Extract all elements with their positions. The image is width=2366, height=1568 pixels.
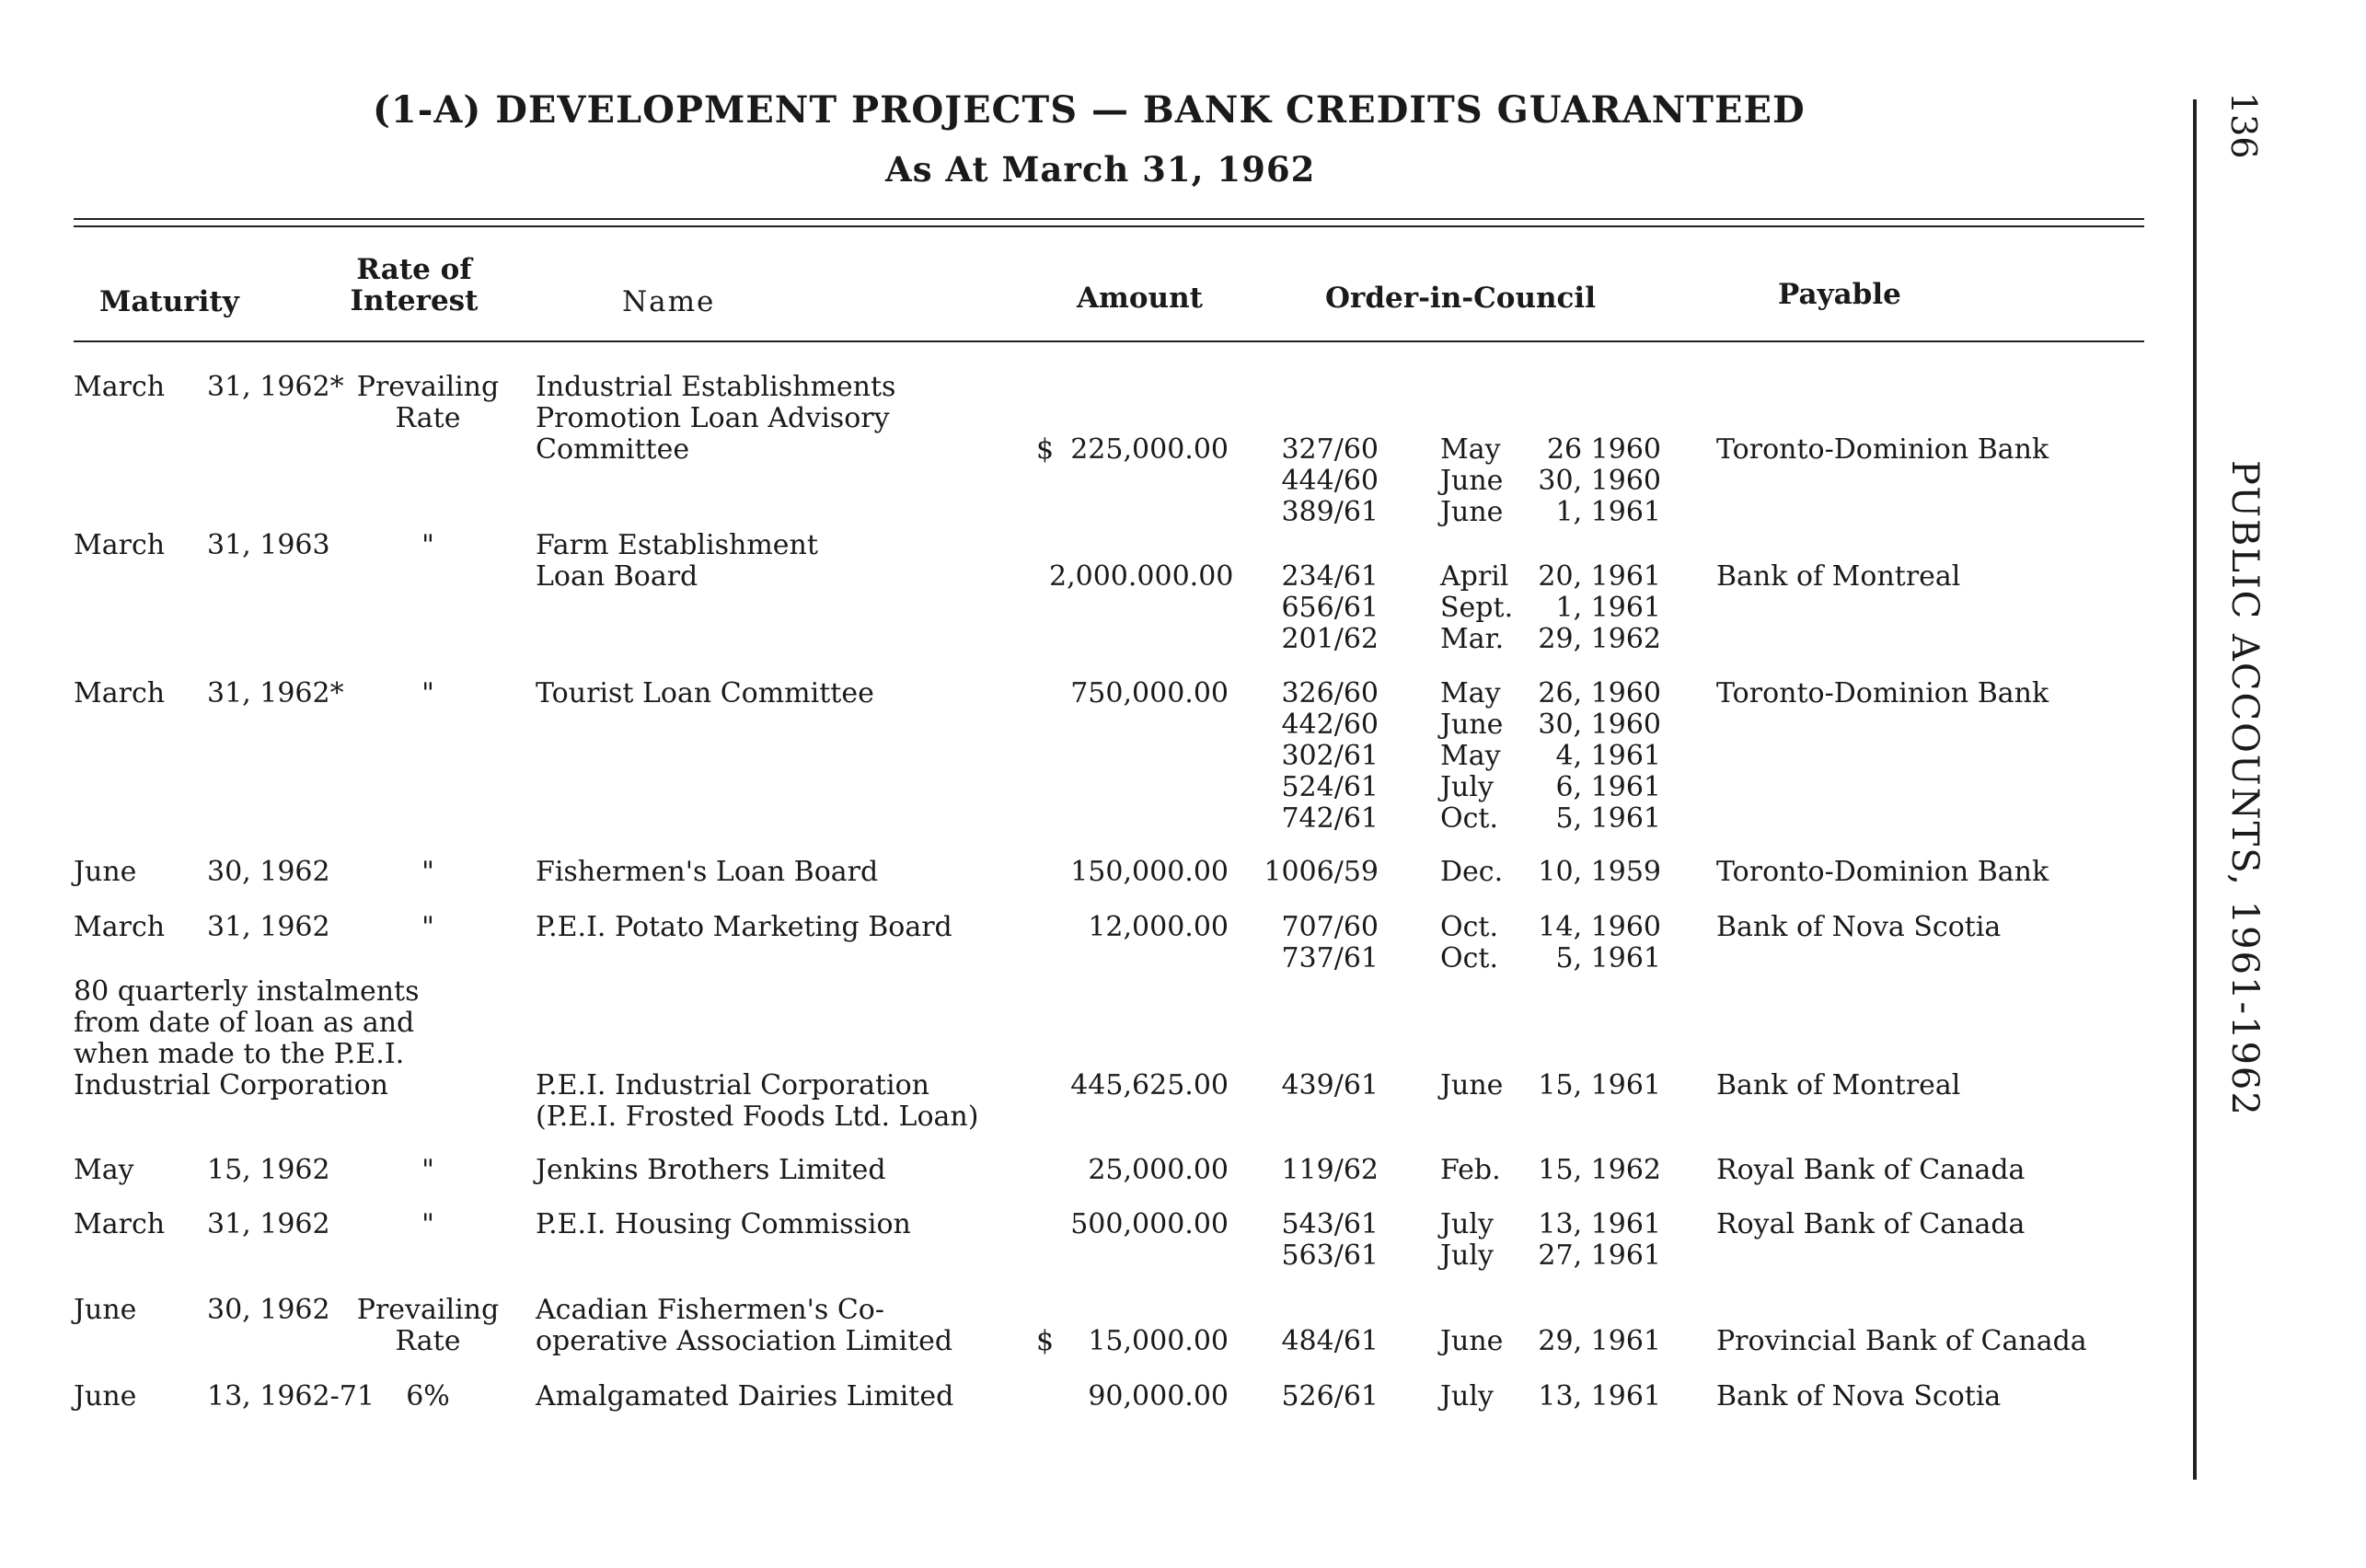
- maturity-date: 31, 1962: [207, 1208, 330, 1240]
- borrower-name-line: Acadian Fishermen's Co-: [536, 1294, 884, 1326]
- header-rule-bottom: [74, 340, 2144, 342]
- interest-rate: Prevailing: [356, 1294, 500, 1326]
- maturity-month: June: [74, 856, 137, 888]
- borrower-name-line: operative Association Limited: [536, 1325, 953, 1357]
- order-number: 119/62: [1281, 1154, 1379, 1186]
- amount-value: 500,000.00: [1070, 1208, 1229, 1240]
- column-header-rate-line1: Rate of: [356, 253, 472, 286]
- order-date: 13, 1961: [1538, 1380, 1661, 1412]
- borrower-name-line: Farm Establishment: [536, 529, 818, 561]
- order-month: July: [1440, 1380, 1494, 1412]
- interest-rate: ": [421, 856, 434, 888]
- order-month: Oct.: [1440, 911, 1498, 943]
- order-date: 27, 1961: [1538, 1239, 1661, 1272]
- order-number: 543/61: [1281, 1208, 1379, 1240]
- order-date: 29, 1962: [1538, 623, 1661, 655]
- maturity-month: March: [74, 1208, 166, 1240]
- order-number: 526/61: [1281, 1380, 1379, 1412]
- order-month: June: [1440, 1325, 1504, 1357]
- borrower-name-line: Fishermen's Loan Board: [536, 856, 879, 888]
- column-header-name: Name: [622, 285, 716, 318]
- page-number: 136: [2223, 92, 2264, 159]
- order-number: 442/60: [1281, 709, 1379, 741]
- order-month: July: [1440, 771, 1494, 803]
- order-date: 10, 1959: [1538, 856, 1661, 888]
- order-month: July: [1440, 1208, 1494, 1240]
- interest-rate: ": [421, 529, 434, 561]
- maturity-note-line: Industrial Corporation: [74, 1069, 388, 1101]
- payable-bank: Royal Bank of Canada: [1716, 1154, 2026, 1186]
- borrower-name-line: (P.E.I. Frosted Foods Ltd. Loan): [536, 1101, 979, 1133]
- borrower-name-line: Loan Board: [536, 560, 698, 593]
- order-date: 26 1960: [1546, 433, 1661, 466]
- currency-symbol: $: [1036, 1325, 1055, 1357]
- order-date: 30, 1960: [1538, 465, 1661, 497]
- order-number: 444/60: [1281, 465, 1379, 497]
- borrower-name-line: P.E.I. Housing Commission: [536, 1208, 911, 1240]
- order-date: 20, 1961: [1538, 560, 1661, 593]
- borrower-name-line: P.E.I. Industrial Corporation: [536, 1069, 929, 1101]
- order-number: 201/62: [1281, 623, 1379, 655]
- order-number: 484/61: [1281, 1325, 1379, 1357]
- page-title: (1-A) DEVELOPMENT PROJECTS — BANK CREDITS GUARANTEED: [373, 88, 1806, 132]
- column-header-maturity: Maturity: [99, 285, 239, 318]
- order-number: 1006/59: [1264, 856, 1379, 888]
- order-month: April: [1440, 560, 1509, 593]
- order-date: 29, 1961: [1538, 1325, 1661, 1357]
- order-number: 326/60: [1281, 677, 1379, 709]
- order-number: 302/61: [1281, 740, 1379, 772]
- borrower-name-line: Industrial Establishments: [536, 371, 896, 403]
- order-month: Sept.: [1440, 592, 1514, 624]
- borrower-name-line: Committee: [536, 433, 690, 466]
- borrower-name-line: Tourist Loan Committee: [536, 677, 874, 709]
- running-title: PUBLIC ACCOUNTS, 1961-1962: [2223, 460, 2266, 1117]
- page-subtitle: As At March 31, 1962: [885, 149, 1316, 190]
- order-date: 14, 1960: [1538, 911, 1661, 943]
- amount-value: 225,000.00: [1070, 433, 1229, 466]
- column-header-order-in-council: Order-in-Council: [1325, 282, 1596, 315]
- header-rule-top-2: [74, 225, 2144, 227]
- payable-bank: Bank of Montreal: [1716, 1069, 1961, 1101]
- payable-bank: Toronto-Dominion Bank: [1716, 856, 2049, 888]
- order-date: 15, 1961: [1538, 1069, 1661, 1101]
- interest-rate: Prevailing: [356, 371, 500, 403]
- interest-rate: Rate: [395, 1325, 461, 1357]
- maturity-date: 31, 1962*: [207, 371, 344, 403]
- order-month: May: [1440, 433, 1501, 466]
- maturity-month: June: [74, 1380, 137, 1412]
- order-number: 737/61: [1281, 942, 1379, 974]
- amount-value: 15,000.00: [1088, 1325, 1229, 1357]
- amount-value: 445,625.00: [1070, 1069, 1229, 1101]
- order-month: June: [1440, 1069, 1504, 1101]
- order-date: 5, 1961: [1555, 802, 1661, 835]
- order-date: 26, 1960: [1538, 677, 1661, 709]
- column-header-payable: Payable: [1778, 278, 1901, 311]
- order-number: 234/61: [1281, 560, 1379, 593]
- column-header-rate: [340, 254, 488, 317]
- payable-bank: Bank of Montreal: [1716, 560, 1961, 593]
- order-date: 13, 1961: [1538, 1208, 1661, 1240]
- amount-value: 750,000.00: [1070, 677, 1229, 709]
- maturity-date: 13, 1962-71: [207, 1380, 375, 1412]
- order-number: 656/61: [1281, 592, 1379, 624]
- borrower-name-line: Amalgamated Dairies Limited: [536, 1380, 954, 1412]
- order-month: May: [1440, 677, 1501, 709]
- maturity-date: 31, 1962: [207, 911, 330, 943]
- interest-rate: ": [421, 1154, 434, 1186]
- maturity-month: May: [74, 1154, 134, 1186]
- borrower-name-line: Promotion Loan Advisory: [536, 402, 890, 434]
- column-header-amount: Amount: [1077, 282, 1203, 315]
- order-month: Dec.: [1440, 856, 1504, 888]
- header-rule-top-1: [74, 218, 2144, 220]
- maturity-date: 31, 1962*: [207, 677, 344, 709]
- margin-vertical-rule: [2193, 99, 2197, 1480]
- borrower-name-line: P.E.I. Potato Marketing Board: [536, 911, 952, 943]
- order-month: June: [1440, 465, 1504, 497]
- order-date: 15, 1962: [1538, 1154, 1661, 1186]
- interest-rate: ": [421, 911, 434, 943]
- payable-bank: Provincial Bank of Canada: [1716, 1325, 2087, 1357]
- amount-value: 90,000.00: [1088, 1380, 1229, 1412]
- maturity-note-line: 80 quarterly instalments: [74, 975, 420, 1008]
- amount-value: 150,000.00: [1070, 856, 1229, 888]
- order-number: 439/61: [1281, 1069, 1379, 1101]
- order-date: 1, 1961: [1555, 496, 1661, 528]
- maturity-month: June: [74, 1294, 137, 1326]
- order-number: 524/61: [1281, 771, 1379, 803]
- maturity-date: 30, 1962: [207, 856, 330, 888]
- order-number: 327/60: [1281, 433, 1379, 466]
- order-month: Oct.: [1440, 802, 1498, 835]
- maturity-date: 30, 1962: [207, 1294, 330, 1326]
- borrower-name-line: Jenkins Brothers Limited: [536, 1154, 886, 1186]
- currency-symbol: $: [1036, 433, 1055, 466]
- amount-value: 25,000.00: [1088, 1154, 1229, 1186]
- order-month: Feb.: [1440, 1154, 1501, 1186]
- order-date: 6, 1961: [1555, 771, 1661, 803]
- payable-bank: Bank of Nova Scotia: [1716, 911, 2002, 943]
- payable-bank: Toronto-Dominion Bank: [1716, 433, 2049, 466]
- maturity-month: March: [74, 371, 166, 403]
- order-month: Mar.: [1440, 623, 1505, 655]
- maturity-date: 31, 1963: [207, 529, 330, 561]
- maturity-date: 15, 1962: [207, 1154, 330, 1186]
- interest-rate: 6%: [406, 1380, 450, 1412]
- order-date: 1, 1961: [1555, 592, 1661, 624]
- maturity-note-line: when made to the P.E.I.: [74, 1038, 405, 1070]
- interest-rate: Rate: [395, 402, 461, 434]
- maturity-month: March: [74, 677, 166, 709]
- order-month: June: [1440, 709, 1504, 741]
- order-month: Oct.: [1440, 942, 1498, 974]
- amount-value: 2,000.000.00: [1049, 560, 1234, 593]
- maturity-month: March: [74, 911, 166, 943]
- maturity-note-line: from date of loan as and: [74, 1007, 415, 1039]
- order-month: May: [1440, 740, 1501, 772]
- column-header-rate-line2: Interest: [350, 284, 479, 317]
- order-date: 4, 1961: [1555, 740, 1661, 772]
- amount-value: 12,000.00: [1088, 911, 1229, 943]
- order-number: 707/60: [1281, 911, 1379, 943]
- order-date: 30, 1960: [1538, 709, 1661, 741]
- order-number: 563/61: [1281, 1239, 1379, 1272]
- payable-bank: Bank of Nova Scotia: [1716, 1380, 2002, 1412]
- order-number: 389/61: [1281, 496, 1379, 528]
- payable-bank: Toronto-Dominion Bank: [1716, 677, 2049, 709]
- order-date: 5, 1961: [1555, 942, 1661, 974]
- order-month: July: [1440, 1239, 1494, 1272]
- order-number: 742/61: [1281, 802, 1379, 835]
- interest-rate: ": [421, 677, 434, 709]
- payable-bank: Royal Bank of Canada: [1716, 1208, 2026, 1240]
- interest-rate: ": [421, 1208, 434, 1240]
- order-month: June: [1440, 496, 1504, 528]
- maturity-month: March: [74, 529, 166, 561]
